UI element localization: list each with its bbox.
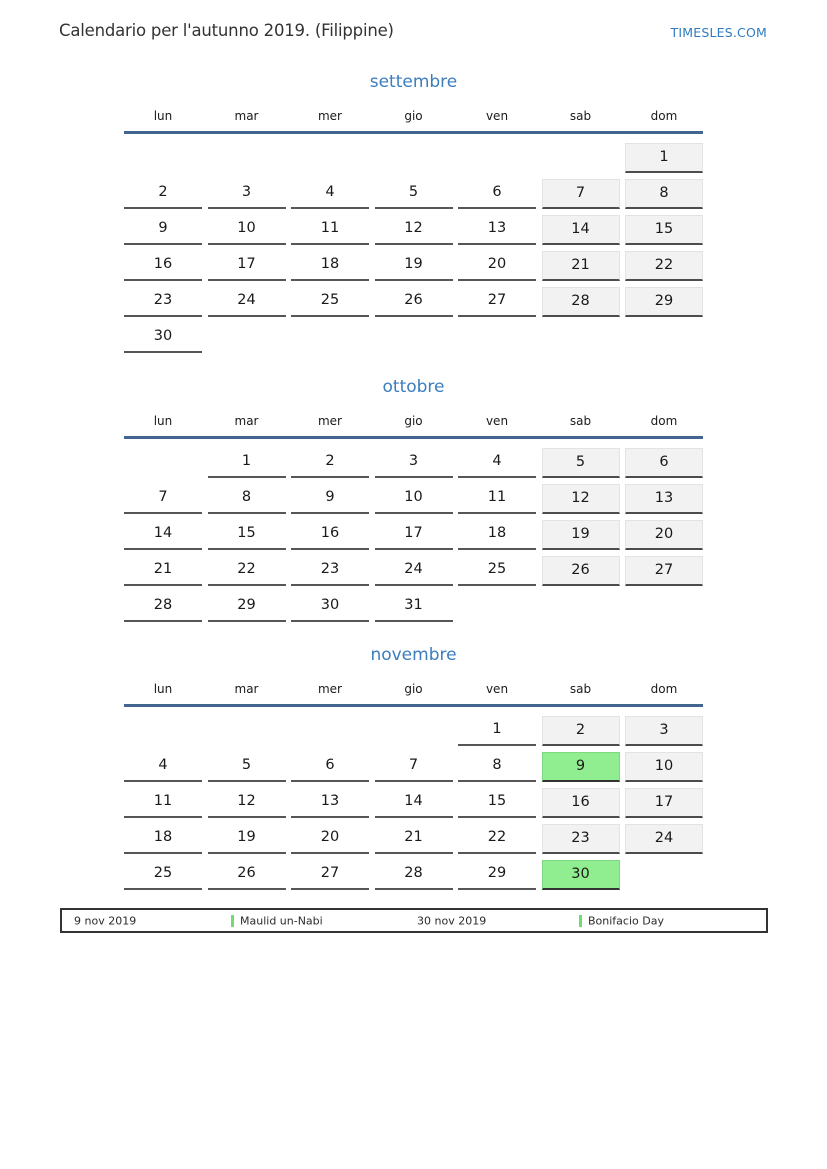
day-cell: 23 — [291, 556, 369, 586]
weekday-divider — [124, 704, 703, 707]
site-link[interactable]: TIMESLES.COM — [670, 25, 767, 40]
day-cell: 20 — [458, 251, 536, 281]
month-title: ottobre — [382, 377, 445, 397]
day-cell: 21 — [375, 824, 453, 854]
weekend-day-cell: 8 — [625, 179, 703, 209]
weekend-day-cell: 2 — [542, 716, 620, 746]
day-cell: 18 — [291, 251, 369, 281]
page-title: Calendario per l'autunno 2019. (Filippine) — [59, 21, 394, 40]
holiday-date: 9 nov 2019 — [74, 914, 137, 927]
weekend-day-cell: 14 — [542, 215, 620, 245]
weekday-label: mar — [234, 682, 259, 696]
weekend-day-cell: 6 — [625, 448, 703, 478]
day-cell: 11 — [291, 215, 369, 245]
weekday-label: ven — [485, 682, 509, 696]
day-cell: 7 — [375, 752, 453, 782]
weekday-label: ven — [485, 109, 509, 123]
day-cell: 30 — [124, 323, 202, 353]
day-cell: 21 — [124, 556, 202, 586]
empty-cell — [458, 592, 536, 622]
day-cell: 16 — [291, 520, 369, 550]
empty-cell — [375, 323, 453, 353]
day-grid — [124, 143, 703, 353]
day-cell: 7 — [124, 484, 202, 514]
day-cell: 29 — [208, 592, 286, 622]
day-cell: 23 — [124, 287, 202, 317]
day-cell: 24 — [375, 556, 453, 586]
weekend-day-cell: 15 — [625, 215, 703, 245]
day-grid — [124, 448, 703, 622]
empty-cell — [208, 323, 286, 353]
day-cell: 25 — [458, 556, 536, 586]
empty-cell — [542, 143, 620, 173]
weekday-header-row — [124, 414, 703, 428]
empty-cell — [458, 143, 536, 173]
weekend-day-cell: 3 — [625, 716, 703, 746]
day-cell: 14 — [375, 788, 453, 818]
day-cell: 28 — [124, 592, 202, 622]
weekday-label: mer — [317, 682, 342, 696]
month-title: settembre — [369, 72, 458, 92]
weekday-label: dom — [650, 682, 678, 696]
weekend-day-cell: 21 — [542, 251, 620, 281]
empty-cell — [625, 860, 703, 890]
weekday-divider — [124, 436, 703, 439]
weekday-label: ven — [485, 414, 509, 428]
day-cell: 16 — [124, 251, 202, 281]
day-cell: 27 — [291, 860, 369, 890]
holiday-legend — [60, 908, 768, 933]
empty-cell — [542, 323, 620, 353]
day-cell: 12 — [375, 215, 453, 245]
month-october — [124, 377, 703, 631]
weekend-day-cell: 24 — [625, 824, 703, 854]
weekend-day-cell: 22 — [625, 251, 703, 281]
day-cell: 11 — [124, 788, 202, 818]
weekday-label: dom — [650, 109, 678, 123]
weekend-day-cell: 28 — [542, 287, 620, 317]
weekday-label: mar — [234, 414, 259, 428]
weekend-day-cell: 20 — [625, 520, 703, 550]
day-cell: 19 — [375, 251, 453, 281]
day-cell: 4 — [124, 752, 202, 782]
day-cell: 26 — [375, 287, 453, 317]
day-cell: 12 — [208, 788, 286, 818]
day-cell: 13 — [291, 788, 369, 818]
day-cell: 2 — [124, 179, 202, 209]
day-cell: 14 — [124, 520, 202, 550]
month-title: novembre — [370, 645, 457, 665]
empty-cell — [124, 448, 202, 478]
weekday-header-row — [124, 682, 703, 696]
day-cell: 9 — [291, 484, 369, 514]
day-cell: 29 — [458, 860, 536, 890]
day-cell: 1 — [208, 448, 286, 478]
empty-cell — [124, 143, 202, 173]
empty-cell — [375, 716, 453, 746]
weekend-day-cell: 12 — [542, 484, 620, 514]
day-cell: 17 — [375, 520, 453, 550]
weekday-label: lun — [153, 414, 173, 428]
weekday-label: gio — [404, 414, 423, 428]
weekday-label: gio — [404, 109, 423, 123]
weekend-day-cell: 17 — [625, 788, 703, 818]
weekday-label: gio — [404, 682, 423, 696]
weekend-day-cell: 29 — [625, 287, 703, 317]
weekday-divider — [124, 131, 703, 134]
holiday-marker-icon — [231, 915, 234, 927]
day-cell: 5 — [208, 752, 286, 782]
day-cell: 9 — [124, 215, 202, 245]
day-cell: 30 — [291, 592, 369, 622]
day-cell: 20 — [291, 824, 369, 854]
day-cell: 19 — [208, 824, 286, 854]
weekday-label: lun — [153, 682, 173, 696]
day-cell: 4 — [291, 179, 369, 209]
day-cell: 6 — [291, 752, 369, 782]
weekend-day-cell: 19 — [542, 520, 620, 550]
day-cell: 17 — [208, 251, 286, 281]
day-cell: 13 — [458, 215, 536, 245]
weekend-day-cell: 7 — [542, 179, 620, 209]
day-cell: 11 — [458, 484, 536, 514]
weekend-day-cell: 5 — [542, 448, 620, 478]
month-september — [124, 72, 703, 362]
day-cell: 28 — [375, 860, 453, 890]
weekday-label: sab — [569, 109, 592, 123]
day-cell: 3 — [208, 179, 286, 209]
month-november — [124, 645, 703, 899]
day-cell: 18 — [124, 824, 202, 854]
empty-cell — [375, 143, 453, 173]
weekday-label: sab — [569, 682, 592, 696]
day-grid — [124, 716, 703, 890]
weekend-day-cell: 16 — [542, 788, 620, 818]
weekend-day-cell: 27 — [625, 556, 703, 586]
day-cell: 8 — [208, 484, 286, 514]
weekday-label: sab — [569, 414, 592, 428]
day-cell: 25 — [124, 860, 202, 890]
day-cell: 18 — [458, 520, 536, 550]
day-cell: 8 — [458, 752, 536, 782]
day-cell: 3 — [375, 448, 453, 478]
empty-cell — [291, 716, 369, 746]
weekend-day-cell: 1 — [625, 143, 703, 173]
empty-cell — [458, 323, 536, 353]
empty-cell — [124, 716, 202, 746]
day-cell: 25 — [291, 287, 369, 317]
weekend-day-cell: 10 — [625, 752, 703, 782]
holiday-day-cell: 9 — [542, 752, 620, 782]
day-cell: 10 — [208, 215, 286, 245]
weekend-day-cell: 26 — [542, 556, 620, 586]
empty-cell — [208, 143, 286, 173]
day-cell: 10 — [375, 484, 453, 514]
weekday-label: dom — [650, 414, 678, 428]
holiday-day-cell: 30 — [542, 860, 620, 890]
day-cell: 15 — [458, 788, 536, 818]
day-cell: 22 — [458, 824, 536, 854]
weekday-label: lun — [153, 109, 173, 123]
day-cell: 27 — [458, 287, 536, 317]
empty-cell — [625, 592, 703, 622]
weekday-label: mer — [317, 414, 342, 428]
day-cell: 1 — [458, 716, 536, 746]
weekday-label: mer — [317, 109, 342, 123]
holiday-name: Bonifacio Day — [588, 914, 664, 927]
day-cell: 26 — [208, 860, 286, 890]
day-cell: 5 — [375, 179, 453, 209]
empty-cell — [208, 716, 286, 746]
day-cell: 31 — [375, 592, 453, 622]
weekday-header-row — [124, 109, 703, 123]
day-cell: 4 — [458, 448, 536, 478]
empty-cell — [625, 323, 703, 353]
empty-cell — [291, 323, 369, 353]
day-cell: 22 — [208, 556, 286, 586]
holiday-marker-icon — [579, 915, 582, 927]
holiday-name: Maulid un-Nabi — [240, 914, 323, 927]
empty-cell — [291, 143, 369, 173]
day-cell: 2 — [291, 448, 369, 478]
empty-cell — [542, 592, 620, 622]
day-cell: 24 — [208, 287, 286, 317]
weekday-label: mar — [234, 109, 259, 123]
day-cell: 15 — [208, 520, 286, 550]
day-cell: 6 — [458, 179, 536, 209]
holiday-date: 30 nov 2019 — [417, 914, 487, 927]
weekend-day-cell: 13 — [625, 484, 703, 514]
weekend-day-cell: 23 — [542, 824, 620, 854]
